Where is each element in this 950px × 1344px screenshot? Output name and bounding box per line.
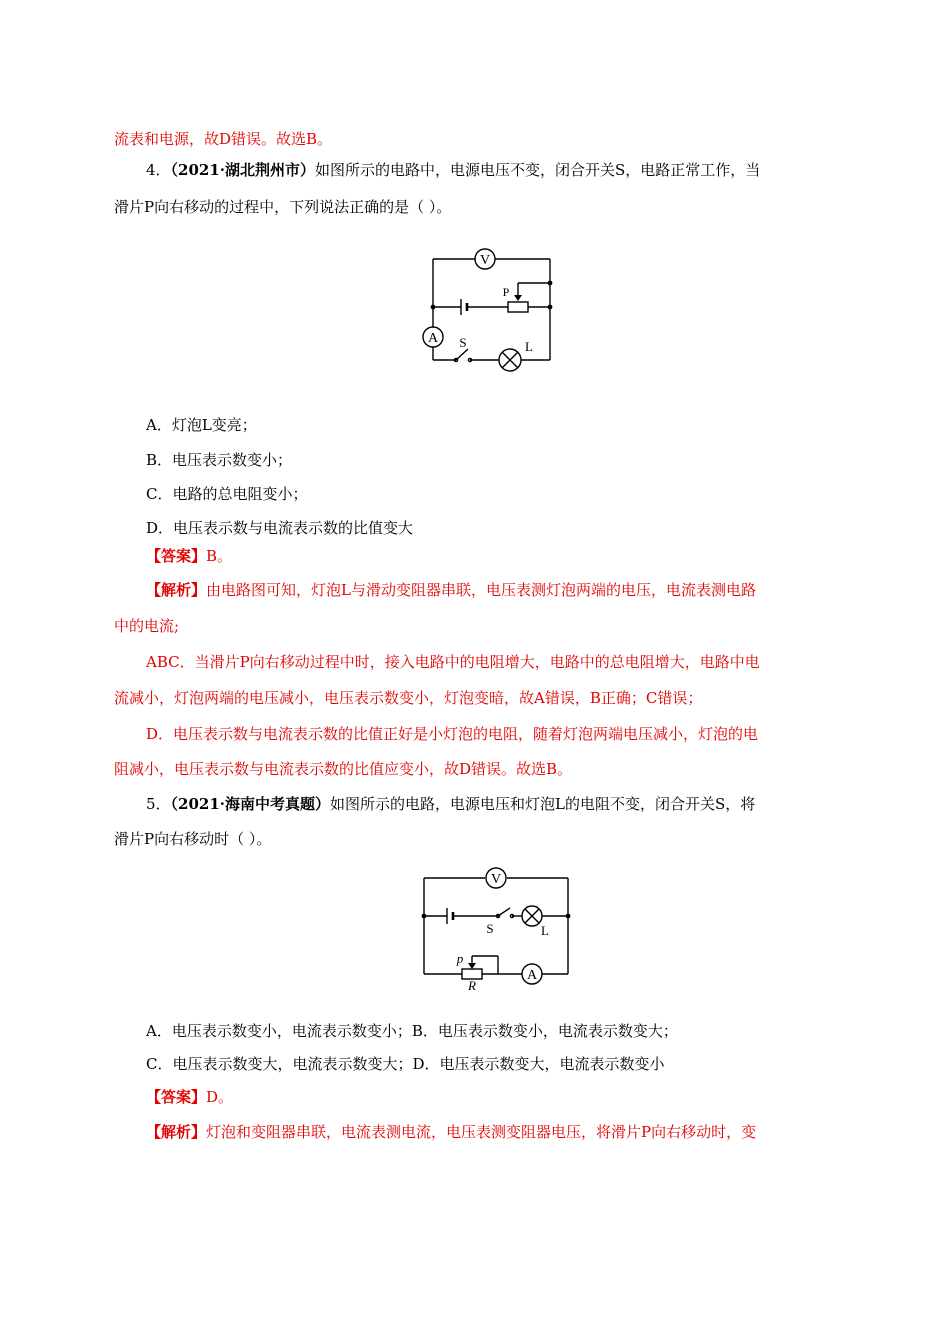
voltmeter-label: V — [479, 253, 491, 268]
question-4-stem — [146, 160, 760, 180]
slider-label: p — [456, 951, 464, 966]
analysis-tag: 【解析】 — [146, 1123, 207, 1141]
option-c: C．电路的总电阻变小； — [146, 485, 308, 503]
option-d: D．电压表示数与电流表示数的比值变大 — [146, 519, 414, 537]
question-source: （2021·海南中考真题） — [170, 795, 331, 813]
answer-value: B。 — [206, 547, 233, 565]
analysis-q5-line1 — [146, 1122, 756, 1142]
analysis-q4-line3: ABC．当滑片P向右移动过程中时，接入电路中的电阻增大，电路中的总电阻增大，电路中电 — [146, 653, 760, 671]
question-5-stem — [146, 794, 755, 814]
answer-q5 — [146, 1087, 233, 1107]
analysis-text: 由电路图可知，灯泡L与滑动变阻器串联，电压表测灯泡两端的电压，电流表测电路 — [206, 581, 756, 599]
lamp-label: L — [541, 923, 549, 938]
answer-tag: 【答案】 — [146, 1088, 207, 1106]
circuit-diagram-q5 — [412, 866, 577, 993]
answer-value: D。 — [206, 1088, 234, 1106]
option-a: A．灯泡L变亮； — [146, 416, 257, 434]
analysis-q4-line4: 流减小，灯泡两端的电压减小，电压表示数变小，灯泡变暗，故A错误，B正确；C错误； — [114, 689, 703, 707]
question-text: 如图所示的电路，电源电压和灯泡L的电阻不变，闭合开关S，将 — [330, 795, 756, 813]
analysis-tag: 【解析】 — [146, 581, 207, 599]
ammeter-label: A — [427, 331, 439, 346]
answer-tag: 【答案】 — [146, 547, 207, 565]
ammeter-label: A — [526, 968, 538, 983]
analysis-q4-line6: 阻减小，电压表示数与电流表示数的比值应变小，故D错误。故选B。 — [114, 760, 573, 778]
switch-label: S — [459, 335, 467, 350]
question-4-stem-cont: 滑片P向右移动的过程中，下列说法正确的是（ ）。 — [114, 198, 452, 216]
rheostat-label: R — [468, 978, 476, 993]
option-b: B．电压表示数变小； — [146, 451, 293, 469]
options-cd: C．电压表示数变大，电流表示数变大；D．电压表示数变大，电流表示数变小 — [146, 1055, 665, 1073]
analysis-q4-line5: D．电压表示数与电流表示数的比值正好是小灯泡的电阻，随着灯泡两端电压减小，灯泡的电 — [146, 725, 759, 743]
options-ab: A．电压表示数变小，电流表示数变小；B．电压表示数变小，电流表示数变大； — [146, 1022, 678, 1040]
question-text: 如图所示的电路中，电源电压不变，闭合开关S，电路正常工作，当 — [315, 161, 761, 179]
circuit-diagram-q4 — [412, 243, 562, 378]
continued-answer-line: 流表和电源，故D错误。故选B。 — [114, 130, 333, 148]
slider-label: P — [502, 285, 510, 299]
analysis-q4-line1 — [146, 580, 756, 600]
question-source: （2021·湖北荆州市） — [170, 161, 316, 179]
question-number: 5． — [146, 795, 171, 813]
answer-q4 — [146, 546, 232, 566]
lamp-label: L — [525, 339, 533, 354]
voltmeter-label: V — [490, 872, 502, 887]
analysis-q4-line2: 中的电流; — [114, 617, 180, 635]
question-5-stem-cont: 滑片P向右移动时（ ）。 — [114, 830, 272, 848]
switch-label: S — [486, 921, 494, 936]
question-number: 4． — [146, 161, 171, 179]
analysis-text: 灯泡和变阻器串联，电流表测电流，电压表测变阻器电压，将滑片P向右移动时，变 — [206, 1123, 757, 1141]
